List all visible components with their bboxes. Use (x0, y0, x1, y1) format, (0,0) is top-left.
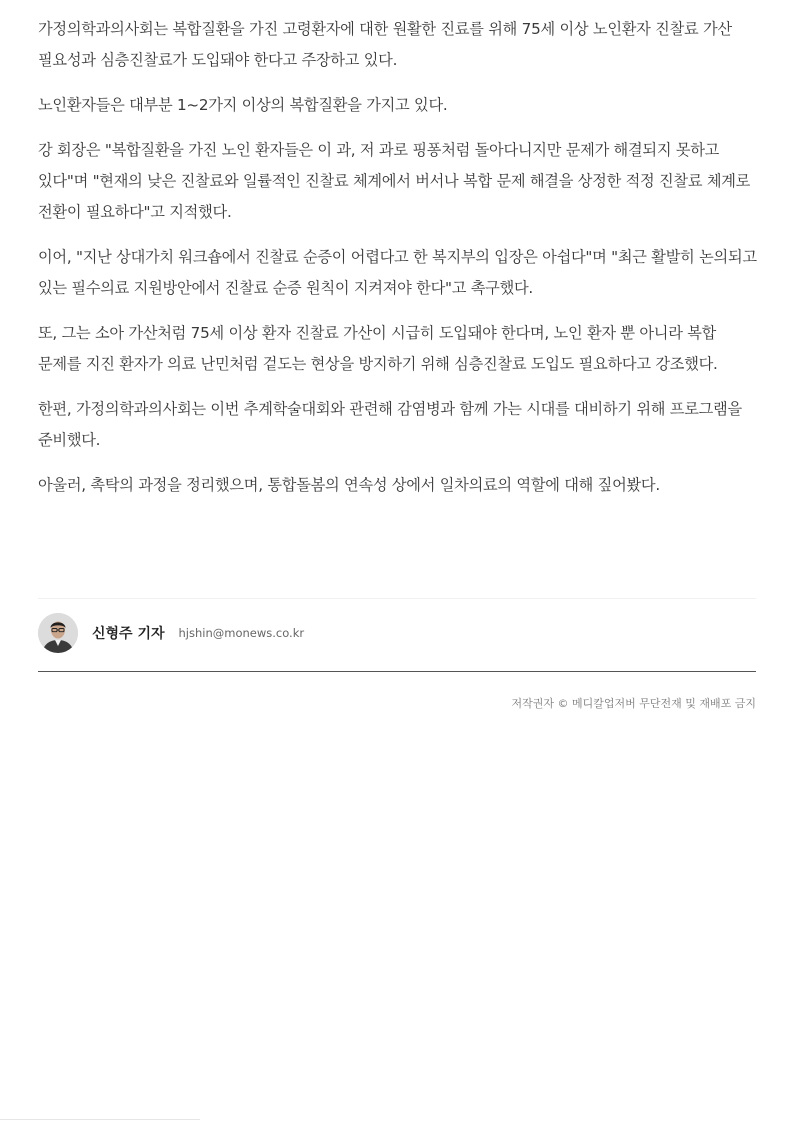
article-paragraph: 이어, "지난 상대가치 워크숍에서 진찰료 순증이 어렵다고 한 복지부의 입장은 아쉽다"며 "최근 활발히 논의되고 있는 필수의료 지원방안에서 진찰료 순증 원칙이 지켜져야 한다"고 촉구했다. (38, 248, 757, 297)
article-paragraph: 한편, 가정의학과의사회는 이번 추계학술대회와 관련해 감염병과 함께 가는 시대를 대비하기 위해 프로그램을 준비했다. (38, 400, 742, 449)
reporter-portrait-icon (38, 613, 78, 653)
reporter-email[interactable]: hjshin@monews.co.kr (178, 626, 305, 640)
article-paragraph: 아울러, 촉탁의 과정을 정리했으며, 통합돌봄의 연속성 상에서 일차의료의 역할에 대해 짚어봤다. (38, 476, 660, 494)
article-paragraph: 또, 그는 소아 가산처럼 75세 이상 환자 진찰료 가산이 시급히 도입돼야 한다며, 노인 환자 뿐 아니라 복합 문제를 지진 환자가 의료 난민처럼 겉도는 현상을 방지하기 위해 심층진찰료 도입도 필요하다고 강조했다. (38, 324, 718, 373)
article-body (38, 14, 762, 515)
copyright-notice: 저작권자 © 메디칼업저버 무단전재 및 재배포 금지 (511, 697, 756, 710)
reporter-byline (38, 612, 304, 654)
reporter-name: 신형주 기자 (92, 626, 165, 642)
footer-divider (38, 671, 756, 672)
reporter-avatar (38, 613, 78, 653)
article-paragraph: 노인환자들은 대부분 1~2가지 이상의 복합질환을 가지고 있다. (38, 96, 448, 114)
byline-top-divider (38, 598, 756, 599)
scan-edge-line (0, 1119, 200, 1120)
article-paragraph: 가정의학과의사회는 복합질환을 가진 고령환자에 대한 원활한 진료를 위해 75세 이상 노인환자 진찰료 가산 필요성과 심층진찰료가 도입돼야 한다고 주장하고 있다. (38, 20, 732, 69)
article-paragraph: 강 회장은 "복합질환을 가진 노인 환자들은 이 과, 저 과로 핑퐁처럼 돌아다니지만 문제가 해결되지 못하고 있다"며 "현재의 낮은 진찰료와 일률적인 진찰료 체계에서 버서나 복합 문제 해결을 상정한 적정 진찰료 체계로 전환이 필요하다"고 지적했다. (38, 141, 751, 221)
